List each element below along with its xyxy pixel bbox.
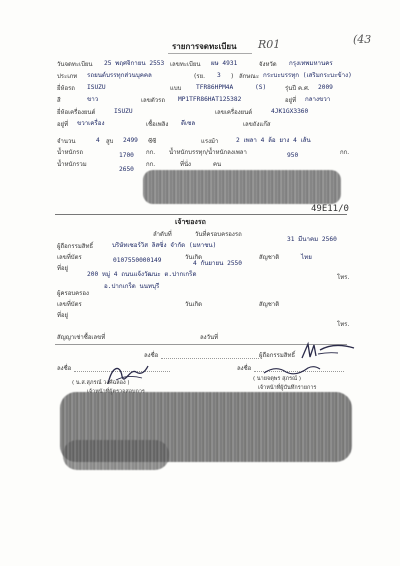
- holder-birth-label: วันเกิด: [185, 301, 203, 308]
- model-suffix: (S): [255, 84, 267, 91]
- model-year-label: รุ่นปี ค.ศ.: [285, 85, 310, 92]
- document-title: รายการจดทะเบียน: [172, 42, 237, 51]
- hp-label: แรงม้า: [201, 138, 219, 145]
- total-unit: กก.: [146, 161, 156, 168]
- holder-nation-label: สัญชาติ: [259, 301, 280, 308]
- seats-label: ที่นั่ง: [180, 161, 191, 168]
- reg-date-value: 25 พฤศจิกายน 2553: [104, 60, 165, 67]
- owner-label: ผู้ถือกรรมสิทธิ์: [57, 243, 94, 250]
- engine-brand-label: ยี่ห้อเครื่องยนต์: [57, 109, 96, 116]
- engine-no-value: 4JK1GX3360: [271, 108, 309, 115]
- form-code: R01: [258, 38, 281, 51]
- sign2-label: ลงชื่อ: [57, 365, 72, 372]
- stamp-number: 49E11/0: [311, 204, 349, 214]
- load-unit: กก.: [340, 149, 350, 156]
- sign1-label: ลงชื่อ: [144, 352, 159, 359]
- seats-unit: คน: [213, 161, 222, 168]
- type-code-value: 3: [217, 72, 221, 79]
- sign1-role: ผู้ถือกรรมสิทธิ์: [259, 352, 296, 359]
- corner-note: (43: [353, 33, 372, 46]
- holder-id-label: เลขที่บัตร: [57, 301, 82, 308]
- type-code-label: (รย.: [194, 73, 205, 80]
- id-label: เลขที่บัตร: [57, 254, 82, 261]
- engine-pos-value: ขวาเครื่อง: [77, 120, 105, 127]
- holder-tel-label: โทร.: [337, 321, 350, 328]
- cyl-count-value: 4: [96, 137, 100, 144]
- engine-brand-value: ISUZU: [114, 108, 133, 115]
- style-value: กระบะบรรทุก (เสริมกระบะข้าง): [263, 72, 352, 79]
- order-label: ลำดับที่: [153, 231, 172, 238]
- officer-name-left: ( น.ส.สุภรณ์ วงศ์ฉลอง ): [72, 380, 130, 386]
- province-label: จังหวัด: [259, 61, 277, 68]
- color-value: ขาว: [87, 96, 99, 103]
- title-underline: [168, 53, 252, 54]
- total-label: น้ำหนักรวม: [57, 161, 87, 168]
- holder-label: ผู้ครอบครอง: [57, 290, 89, 297]
- address-line1: 200 หมู่ 4 ถนนแจ้งวัฒนะ ต.ปากเกร็ด: [87, 271, 197, 278]
- sign3-label: ลงชื่อ: [237, 365, 252, 372]
- possess-date-label: วันที่ครอบครองรถ: [195, 231, 242, 238]
- holder-address-label: ที่อยู่: [57, 312, 69, 319]
- province-value: กรุงเทพมหานคร: [289, 60, 333, 67]
- fuel-value: ดีเซล: [181, 120, 196, 127]
- scanned-smudge-top: [143, 170, 341, 204]
- sign1-line: [161, 358, 259, 359]
- chassis-pos-label: อยู่ที่: [285, 97, 297, 104]
- type-value: รถยนต์บรรทุกส่วนบุคคล: [87, 72, 152, 79]
- owner-value: บริษัทเซอร์วิส ลิสซิ่ง จำกัด (มหาชน): [112, 242, 217, 249]
- scanned-smudge-bottom-tail: [63, 440, 169, 470]
- gas-tank-label: เลขถังแก๊ส: [243, 121, 271, 128]
- tel-label: โทร.: [337, 274, 350, 281]
- chassis-label: เลขตัวรถ: [141, 97, 165, 104]
- reg-date-label: วันจดทะเบียน: [57, 61, 93, 68]
- officer-role-right: เจ้าหน้าที่ผู้บันทึกรายการ: [258, 385, 317, 391]
- total-value: 2650: [119, 166, 134, 173]
- model-year-value: 2009: [318, 84, 333, 91]
- fuel-label: เชื้อเพลิง: [146, 121, 169, 128]
- owner-section-title: เจ้าของรถ: [175, 218, 206, 226]
- plate-label: เลขทะเบียน: [170, 61, 201, 68]
- color-label: สี: [57, 97, 61, 104]
- birth-value: 4 กันยายน 2550: [193, 260, 243, 267]
- type-label: ประเภท: [57, 73, 78, 80]
- type-code-close: ): [231, 73, 234, 80]
- id-value: 0107550000149: [113, 257, 162, 264]
- model-label: แบบ: [170, 85, 182, 92]
- engine-no-label: เลขเครื่องยนต์: [215, 109, 253, 116]
- axles-value: 2 เพลา 4 ล้อ ยาง 4 เส้น: [236, 137, 311, 144]
- possess-date-value: 31 มีนาคม 2560: [287, 236, 337, 243]
- weight-value: 1700: [119, 152, 134, 159]
- address-label: ที่อยู่: [57, 265, 69, 272]
- contract-label: สัญญาเช่าซื้อเลขที่: [57, 334, 106, 341]
- weight-label: น้ำหนักรถ: [57, 149, 84, 156]
- cyl-count-label: จำนวน: [57, 138, 76, 145]
- cc-value: 2499: [123, 137, 138, 144]
- birth-label: วันเกิด: [185, 254, 203, 261]
- style-label: ลักษณะ: [239, 73, 260, 80]
- engine-pos-label: อยู่ที่: [57, 121, 69, 128]
- nation-value: ไทย: [301, 254, 312, 261]
- officer-signature-right: [262, 363, 322, 377]
- chassis-value: MP1TFR86HAT125382: [178, 96, 242, 103]
- section-divider: [55, 214, 347, 215]
- owner-signature: [298, 340, 358, 364]
- model-value: TFR86HPM4A: [196, 84, 234, 91]
- plate-value: ผษ 4931: [211, 60, 238, 67]
- weight-unit: กก.: [146, 149, 156, 156]
- cyl-unit: สูบ: [106, 138, 114, 145]
- nation-label: สัญชาติ: [259, 254, 280, 261]
- address-line2: อ.ปากเกร็ด นนทบุรี: [104, 283, 160, 290]
- cc-unit: ซีซี: [148, 138, 157, 145]
- load-value: 950: [287, 152, 299, 159]
- brand-value: ISUZU: [87, 84, 106, 91]
- officer-name-right: ( นายจตุพร สุภรณ์ ): [253, 376, 302, 382]
- brand-label: ยี่ห้อรถ: [57, 85, 75, 92]
- contract-date-label: ลงวันที่: [200, 334, 219, 341]
- load-label: น้ำหนักบรรทุก/น้ำหนักลงเพลา: [169, 149, 247, 156]
- chassis-pos-value: กลางขวา: [305, 96, 331, 103]
